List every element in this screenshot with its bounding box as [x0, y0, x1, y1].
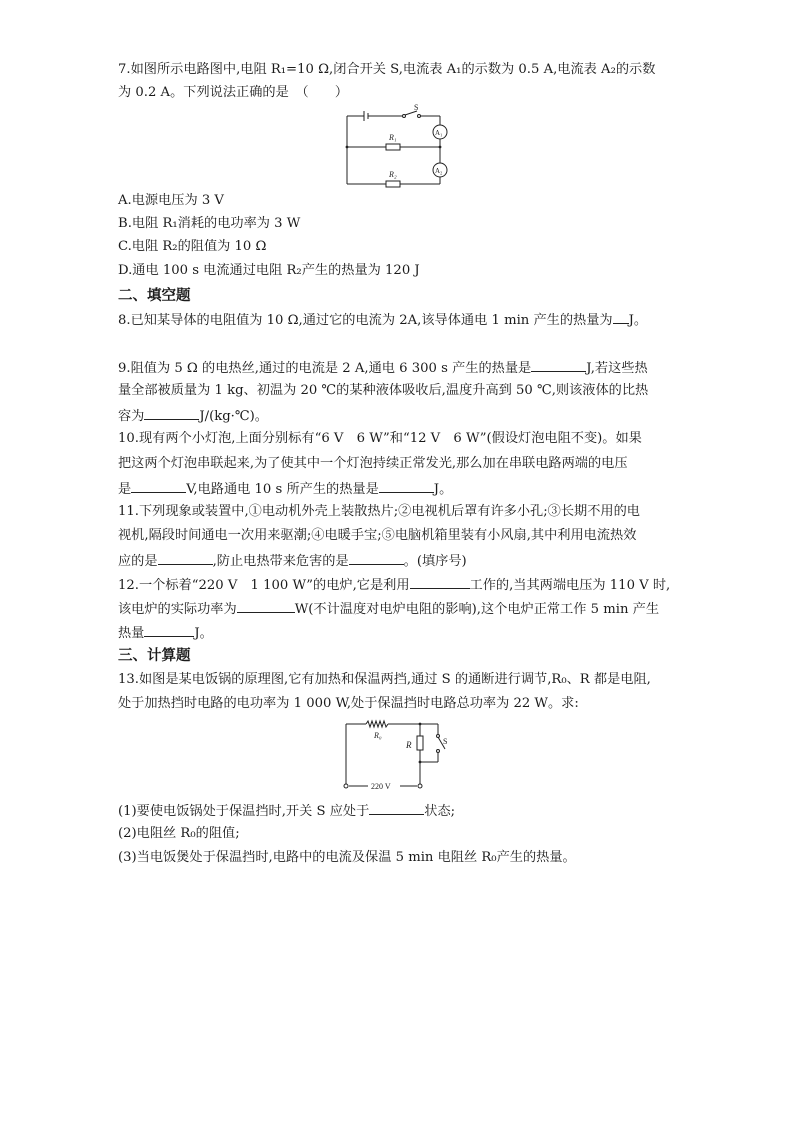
q13-circuit-diagram: [338, 716, 458, 791]
q11-answer-blank-1[interactable]: [158, 550, 213, 565]
q10-line-1: 10.现有两个小灯泡,上面分别标有“6 V 6 W”和“12 V 6 W”(假设灯泡电阻不变)。如果: [118, 431, 642, 446]
q13-fig-voltage-label: 220 V: [371, 782, 391, 791]
q7-option-b: B.电阻 R₁消耗的电功率为 3 W: [118, 216, 301, 231]
q9-line-3: [118, 405, 268, 427]
q9-answer-blank-1[interactable]: [531, 357, 586, 372]
q10-line-2: 把这两个灯泡串联起来,为了使其中一个灯泡持续正常发光,那么加在串联电路两端的电压: [118, 456, 628, 471]
q7-fig-a1-label: A₁: [435, 129, 443, 137]
q12-answer-blank-2[interactable]: [237, 598, 295, 613]
q9-text-3b: J/(kg·℃)。: [199, 409, 268, 424]
q10-answer-blank-1[interactable]: [131, 478, 186, 493]
q9-text-3a: 容为: [118, 409, 145, 424]
q11-text-3c: 。(填序号): [403, 554, 467, 569]
q12-line-2: [118, 598, 659, 620]
q12-line-3: [118, 622, 213, 644]
q10-text-3c: J。: [433, 482, 453, 497]
q12-text-2a: 该电炉的实际功率为: [118, 602, 237, 617]
q7-option-a: A.电源电压为 3 V: [118, 193, 224, 208]
q9-text-1a: 9.阻值为 5 Ω 的电热丝,通过的电流是 2 A,通电 6 300 s 产生的热量是: [118, 361, 532, 376]
q8-unit: J。: [628, 313, 648, 328]
q11-line-1: 11.下列现象或装置中,①电动机外壳上装散热片;②电视机后罩有许多小孔;③长期不用的电: [118, 504, 640, 519]
q12-answer-blank-1[interactable]: [410, 574, 470, 589]
q10-text-3a: 是: [118, 482, 132, 497]
q10-line-3: [118, 478, 452, 500]
q7-option-c: C.电阻 R₂的阻值为 10 Ω: [118, 239, 267, 254]
q7-line-1: 7.如图所示电路图中,电阻 R₁=10 Ω,闭合开关 S,电流表 A₁的示数为 0.5 A,电流表 A₂的示数: [118, 62, 656, 77]
q13-line-2: 处于加热挡时电路的电功率为 1 000 W,处于保温挡时电路总功率为 22 W。求:: [118, 696, 579, 711]
q12-text-3a: 热量: [118, 626, 145, 641]
q11-line-2: 视机,隔段时间通电一次用来驱潮;④电暖手宝;⑤电脑机箱里装有小风扇,其中利用电流热效: [118, 528, 637, 543]
q7-fig-r2-label: R₂: [389, 170, 397, 179]
q13-sub-2: (2)电阻丝 R₀的阻值;: [118, 826, 240, 841]
q13-fig-r0-label: R₀: [374, 731, 382, 740]
q13-sub-1: [118, 800, 455, 822]
q12-text-2b: W(不计温度对电炉电阻的影响),这个电炉正常工作 5 min 产生: [294, 602, 660, 617]
q11-text-3b: ,防止电热带来危害的是: [212, 554, 349, 569]
q13-line-1: 13.如图是某电饭锅的原理图,它有加热和保温两挡,通过 S 的通断进行调节,R₀、R 都是电阻,: [118, 672, 651, 687]
q7-circuit-diagram: [340, 100, 460, 190]
q9-line-2: 量全部被质量为 1 kg、初温为 20 ℃的某种液体吸收后,温度升高到 50 ℃,则该液体的比热: [118, 383, 649, 398]
q13-fig-switch-label: S: [443, 737, 448, 746]
q12-text-1a: 12.一个标着“220 V 1 100 W”的电炉,它是利用: [118, 578, 410, 593]
q7-fig-r1-label: R₁: [389, 133, 397, 142]
q7-line-2: 为 0.2 A。下列说法正确的是 （ ）: [118, 85, 349, 100]
q7-option-d: D.通电 100 s 电流通过电阻 R₂产生的热量为 120 J: [118, 263, 420, 278]
q13-sub-3: (3)当电饭煲处于保温挡时,电路中的电流及保温 5 min 电阻丝 R₀产生的热量。: [118, 850, 576, 865]
section-fill-in-heading: 二、填空题: [118, 288, 191, 304]
q13-fig-r-label: R: [406, 740, 412, 750]
q11-line-3: [118, 550, 467, 572]
q7-fig-a2-label: A₂: [435, 167, 443, 175]
q8-answer-blank[interactable]: [613, 309, 629, 324]
q9-line-1: [118, 357, 648, 379]
q13-sub-1b: 状态;: [424, 804, 456, 819]
q13-sub-1a: (1)要使电饭锅处于保温挡时,开关 S 应处于: [118, 804, 370, 819]
q9-text-1b: J,若这些热: [586, 361, 648, 376]
q13-answer-blank[interactable]: [369, 800, 424, 815]
q12-line-1: [118, 574, 670, 596]
q9-answer-blank-2[interactable]: [144, 405, 199, 420]
q11-answer-blank-2[interactable]: [349, 550, 404, 565]
q8-text: 8.已知某导体的电阻值为 10 Ω,通过它的电流为 2A,该导体通电 1 min 产生的热量为: [118, 313, 613, 328]
q12-text-1b: 工作的,当其两端电压为 110 V 时,: [469, 578, 671, 593]
q12-answer-blank-3[interactable]: [144, 622, 194, 637]
section-calculation-heading: 三、计算题: [118, 648, 191, 664]
q12-text-3b: J。: [194, 626, 213, 641]
q11-text-3a: 应的是: [118, 554, 158, 569]
q8-line: [118, 309, 647, 331]
q10-answer-blank-2[interactable]: [379, 478, 434, 493]
q10-text-3b: V,电路通电 10 s 所产生的热量是: [186, 482, 379, 497]
q7-fig-switch-label: S: [414, 103, 419, 112]
